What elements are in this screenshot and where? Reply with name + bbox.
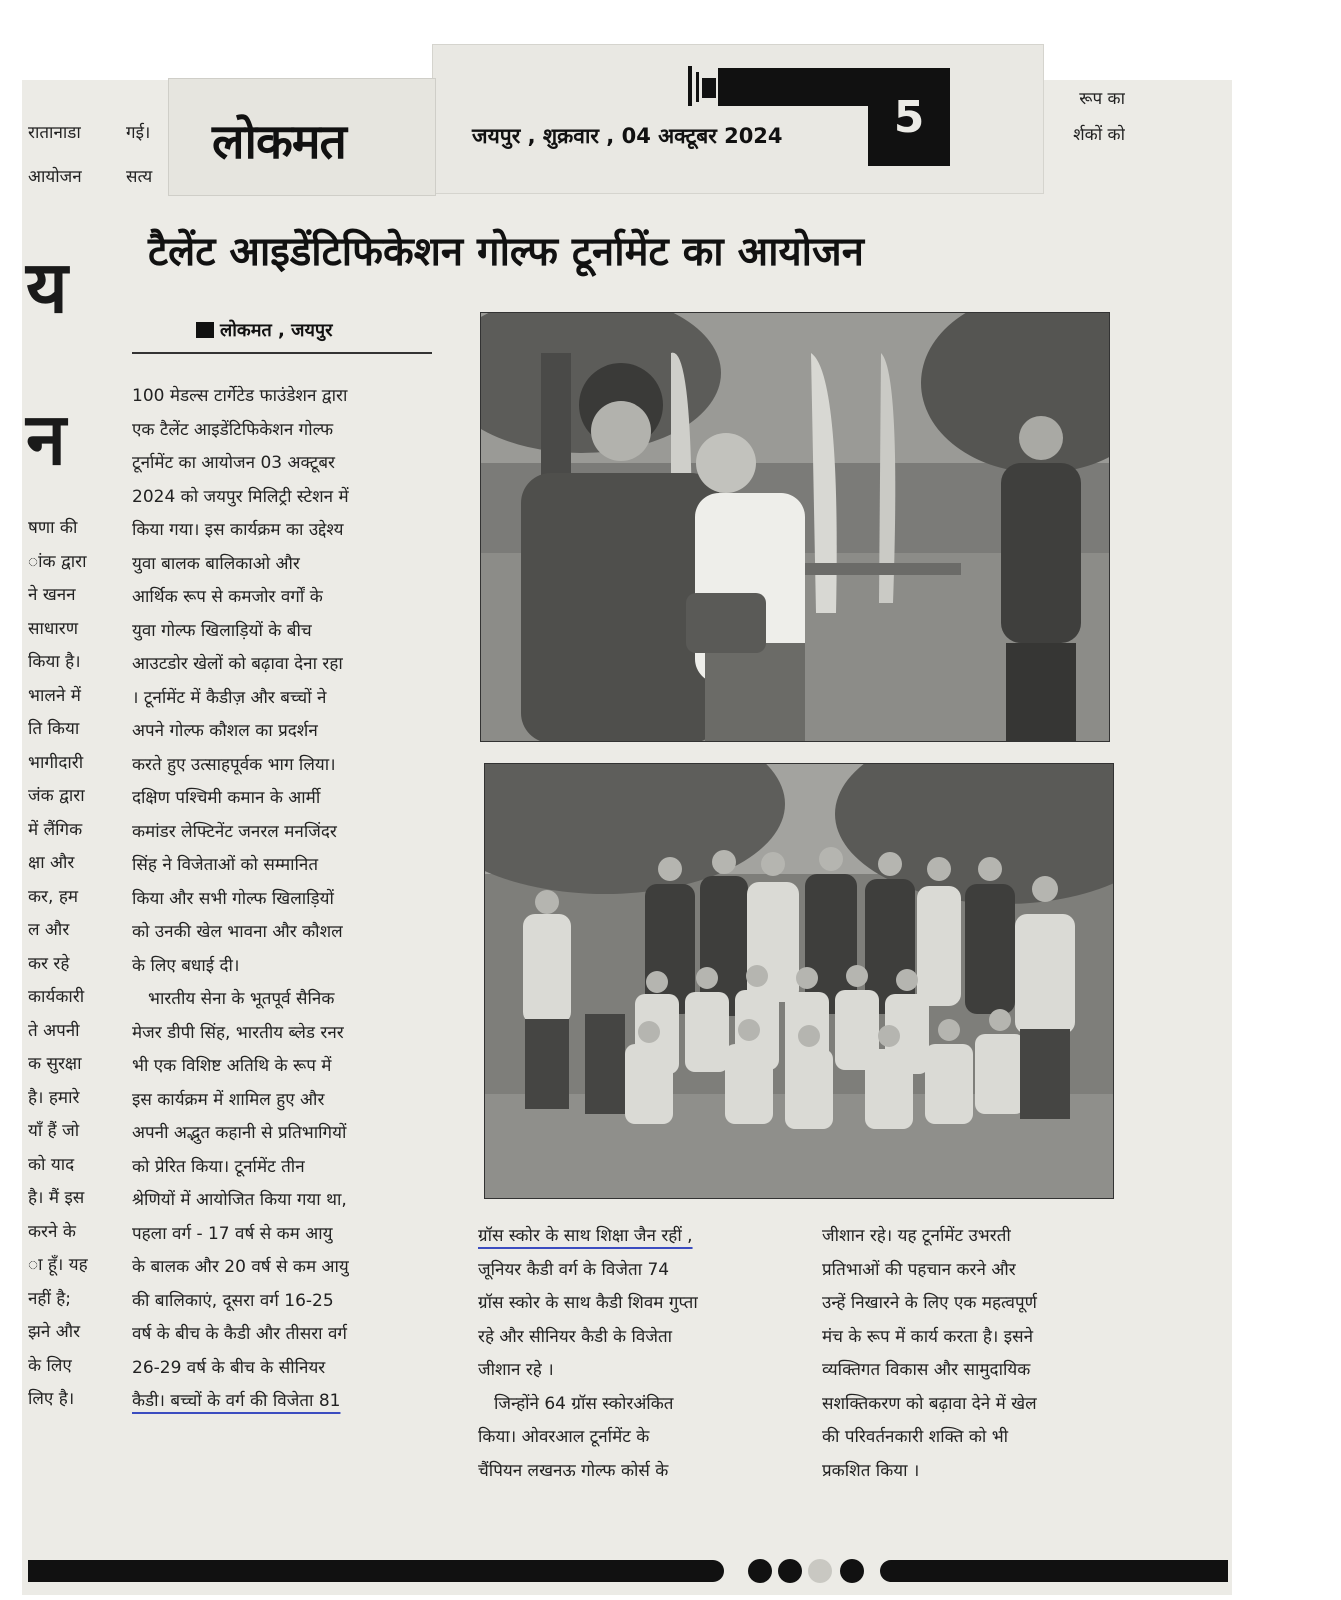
text-line: के लिए [28, 1355, 72, 1376]
page-marker-bar [718, 68, 868, 106]
text-line: प्रकशित किया । [822, 1460, 920, 1481]
neighbor-headline-letter: न [26, 396, 66, 481]
text-line: याँ हैं जो [28, 1121, 80, 1141]
text-line: कर, हम [28, 886, 79, 907]
text-line: अपनी अद्भुत कहानी से प्रतिभागियों [132, 1123, 347, 1143]
footer-dot [748, 1559, 772, 1583]
text-line: लिए है। [28, 1389, 75, 1409]
text-line: है। हमारे [28, 1087, 80, 1108]
text-line: वर्ष के बीच के कैडी और तीसरा वर्ग [132, 1324, 347, 1344]
text-line: में लैंगिक [28, 819, 83, 840]
text-line: 100 मेडल्स टार्गेटेड फाउंडेशन द्वारा [132, 386, 348, 406]
text-line: मंच के रूप में कार्य करता है। इसने [822, 1326, 1034, 1347]
text-line-underlined: ग्रॉस स्कोर के साथ शिक्षा जैन रहीं , [478, 1226, 693, 1246]
text-line: करते हुए उत्साहपूर्वक भाग लिया। [132, 754, 336, 775]
text-line: नहीं है; [28, 1288, 72, 1309]
footer-dot [808, 1559, 832, 1583]
text-line: को उनकी खेल भावना और कौशल [132, 922, 343, 942]
text-line: सशक्तिकरण को बढ़ावा देने में खेल [822, 1393, 1037, 1414]
byline-text: लोकमत , जयपुर [220, 320, 333, 341]
text-line: क्षा और [28, 853, 75, 873]
page-marker-tick [696, 72, 699, 102]
neighbor-headline-letter: य [26, 244, 68, 329]
text-line: साधारण [28, 618, 78, 639]
text-line: एक टैलेंट आइडेंटिफिकेशन गोल्फ [132, 419, 334, 440]
footer-dot [840, 1559, 864, 1583]
dateline: जयपुर , शुक्रवार , 04 अक्टूबर 2024 [472, 124, 783, 148]
neighbor-right-fragment: रूप का [1079, 89, 1125, 109]
text-line: भी एक विशिष्ट अतिथि के रूप में [132, 1056, 332, 1076]
text-line: है। मैं इस [28, 1188, 85, 1208]
text-line: सिंह ने विजेताओं को सम्मानित [132, 855, 319, 875]
text-line: कमांडर लेफ्टिनेंट जनरल मनजिंदर [132, 821, 337, 842]
text-line: षणा की [28, 518, 78, 538]
neighbor-right-fragment: र्शकों को [1073, 125, 1125, 145]
text-line: । टूर्नामेंट में कैडीज़ और बच्चों ने [132, 687, 327, 708]
dateline-cutout [432, 44, 1044, 194]
text-line: आर्थिक रूप से कमजोर वर्गों के [132, 587, 323, 607]
text-line: जीशान रहे। यह टूर्नामेंट उभरती [822, 1226, 1011, 1246]
article-column-main [132, 380, 440, 1419]
text-line: इस कार्यक्रम में शामिल हुए और [132, 1089, 325, 1110]
neighbor-fragment: गई। [126, 123, 151, 143]
byline-divider [132, 352, 432, 354]
text-line: किया गया। इस कार्यक्रम का उद्देश्य [132, 520, 344, 540]
text-line: टूर्नामेंट का आयोजन 03 अक्टूबर [132, 453, 336, 473]
text-line: भागीदारी [28, 752, 84, 773]
article-column-b [822, 1220, 1132, 1488]
text-line: जिन्होंने 64 ग्रॉस स्कोरअंकित [494, 1393, 674, 1414]
page-marker-tick [688, 66, 692, 106]
neighbor-fragment: रातानाडा [28, 123, 81, 143]
text-line: भालने में [28, 685, 81, 706]
neighbor-fragment: आयोजन [28, 167, 82, 187]
text-line: ति किया [28, 719, 80, 739]
page-marker-block [702, 78, 716, 98]
text-line: जंक द्वारा [28, 786, 85, 806]
text-line: ांक द्वारा [28, 551, 87, 572]
text-line: किया। ओवरआल टूर्नामेंट के [478, 1427, 650, 1447]
text-line: युवा बालक बालिकाओ और [132, 553, 300, 574]
text-line: आउटडोर खेलों को बढ़ावा देना रहा [132, 654, 343, 674]
text-line: 2024 को जयपुर मिलिट्री स्टेशन में [132, 486, 349, 507]
byline-square-icon [196, 322, 214, 338]
text-line: के बालक और 20 वर्ष से कम आयु [132, 1257, 349, 1277]
text-line: करने के [28, 1221, 76, 1242]
text-line: कर रहे [28, 953, 70, 974]
text-line: की परिवर्तनकारी शक्ति को भी [822, 1427, 1009, 1447]
text-line: झने और [28, 1322, 81, 1342]
text-line: ने खनन [28, 585, 76, 605]
newspaper-logo: लोकमत [212, 114, 346, 170]
text-line: क सुरक्षा [28, 1054, 82, 1074]
photo-group [484, 763, 1114, 1199]
article-headline: टैलेंट आइडेंटिफिकेशन गोल्फ टूर्नामेंट का आयोजन [148, 229, 864, 275]
text-line: रहे और सीनियर कैडी के विजेता [478, 1326, 673, 1347]
text-line: को प्रेरित किया। टूर्नामेंट तीन [132, 1156, 305, 1177]
text-line: जीशान रहे । [478, 1360, 554, 1380]
text-line: युवा गोल्फ खिलाड़ियों के बीच [132, 620, 312, 641]
page-number: 5 [868, 68, 950, 166]
text-line: ल और [28, 920, 70, 940]
text-line: के लिए बधाई दी। [132, 955, 240, 976]
text-line: कार्यकारी [28, 987, 85, 1007]
text-line: जूनियर कैडी वर्ग के विजेता 74 [478, 1259, 670, 1280]
text-line: की बालिकाएं, दूसरा वर्ग 16-25 [132, 1290, 334, 1311]
text-line: पहला वर्ग - 17 वर्ष से कम आयु [132, 1223, 333, 1244]
article-byline [196, 318, 332, 342]
text-line: ते अपनी [28, 1020, 80, 1041]
text-line: अपने गोल्फ कौशल का प्रदर्शन [132, 721, 318, 741]
text-line: को याद [28, 1154, 75, 1175]
footer-bar-right [880, 1560, 1228, 1582]
article-column-a [478, 1220, 798, 1488]
text-line: ा हूँ। यह [28, 1255, 88, 1275]
footer-bar-left [28, 1560, 724, 1582]
text-line: किया है। [28, 652, 81, 672]
neighbor-fragment: सत्य [126, 167, 153, 187]
text-line: चैंपियन लखनऊ गोल्फ कोर्स के [478, 1460, 669, 1481]
text-line-underlined: कैडी। बच्चों के वर्ग की विजेता 81 [132, 1391, 341, 1411]
footer-dot [778, 1559, 802, 1583]
neighbor-left-column [28, 512, 118, 1417]
text-line: 26-29 वर्ष के बीच के सीनियर [132, 1357, 326, 1378]
photo-award-ceremony [480, 312, 1110, 742]
text-line: ग्रॉस स्कोर के साथ कैडी शिवम गुप्ता [478, 1293, 698, 1313]
text-line: मेजर डीपी सिंह, भारतीय ब्लेड रनर [132, 1022, 344, 1043]
text-line: दक्षिण पश्चिमी कमान के आर्मी [132, 788, 321, 808]
text-line: उन्हें निखारने के लिए एक महत्वपूर्ण [822, 1293, 1037, 1313]
text-line: भारतीय सेना के भूतपूर्व सैनिक [148, 989, 335, 1009]
text-line: श्रेणियों में आयोजित किया गया था, [132, 1190, 347, 1210]
text-line: प्रतिभाओं की पहचान करने और [822, 1259, 1016, 1280]
text-line: किया और सभी गोल्फ खिलाड़ियों [132, 888, 334, 909]
text-line: व्यक्तिगत विकास और सामुदायिक [822, 1360, 1031, 1380]
